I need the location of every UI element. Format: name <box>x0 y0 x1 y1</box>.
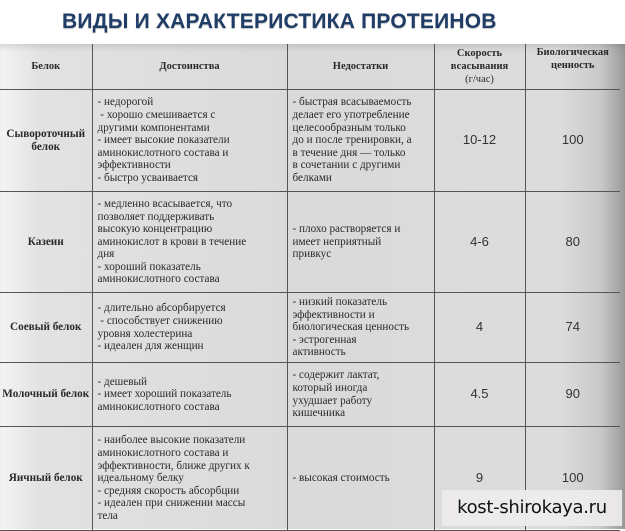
header-advantages: Достоинства <box>92 44 287 90</box>
advantage-line: - способствует снижению <box>97 314 223 327</box>
header-speed-unit: (г/час) <box>465 74 494 85</box>
disadvantage-line: - быстрая всасываемость <box>292 96 412 109</box>
advantage-line: дня <box>97 248 115 261</box>
disadvantage-line: биологическая ценность <box>292 321 410 334</box>
disadvantage-line: активность <box>292 346 346 359</box>
disadvantage-line: эффективности и <box>292 308 375 321</box>
advantages-cell <box>92 427 287 531</box>
advantages-cell <box>92 293 287 363</box>
advantage-line: аминокислотного состава <box>97 273 220 286</box>
absorption-speed: 4 <box>434 293 525 363</box>
advantage-line: эффективности, ближе других к <box>97 459 250 472</box>
advantage-line: - хорошо смешивается с <box>97 109 216 122</box>
advantage-line: аминокислотного состава и <box>97 146 229 159</box>
disadvantage-line: кишечника <box>292 407 346 420</box>
protein-name: Соевый белок <box>0 293 92 363</box>
disadvantage-line: белками <box>292 171 332 184</box>
disadvantage-line: ухудшает работу <box>292 394 373 407</box>
page-title: ВИДЫ И ХАРАКТЕРИСТИКА ПРОТЕИНОВ <box>62 10 497 33</box>
biological-value: 90 <box>525 363 620 427</box>
absorption-speed: 10-12 <box>434 90 525 192</box>
watermark: kost-shirokaya.ru <box>442 490 622 526</box>
advantage-line: - имеет высокие показатели <box>97 134 230 147</box>
advantage-line: - имеет хороший показатель <box>97 388 232 401</box>
protein-name: Казеин <box>0 192 92 293</box>
disadvantages-cell <box>287 363 434 427</box>
advantage-line: - дешевый <box>97 375 148 388</box>
disadvantages-cell <box>287 293 434 363</box>
table-row <box>0 293 620 363</box>
disadvantage-line: - низкий показатель <box>292 296 388 309</box>
advantage-line: - хороший показатель <box>97 260 201 273</box>
protein-name: Яичный белок <box>0 427 92 531</box>
header-speed-line2: всасывания <box>450 61 509 72</box>
absorption-speed: 9 <box>434 427 525 531</box>
protein-name: Молочный белок <box>0 363 92 427</box>
header-bio-value <box>525 44 620 90</box>
disadvantage-line: - высокая стоимость <box>292 472 390 485</box>
advantage-line: - длительно абсорбируется <box>97 302 226 315</box>
disadvantage-line: делает его употребление <box>292 109 410 122</box>
table-row <box>0 363 620 427</box>
disadvantages-cell <box>287 90 434 192</box>
advantage-line: аминокислот в крови в течение <box>97 235 247 248</box>
table-row <box>0 192 620 293</box>
advantage-line: - наиболее высокие показатели <box>97 434 246 447</box>
advantages-cell <box>92 90 287 192</box>
advantage-line: аминокислотного состава <box>97 400 220 413</box>
table-row <box>0 90 620 192</box>
disadvantages-cell <box>287 427 434 531</box>
advantage-line: позволяет поддерживать <box>97 210 215 223</box>
disadvantage-line: - эстрогенная <box>292 333 357 346</box>
protein-table <box>0 44 620 531</box>
disadvantage-line: - содержит лактат, <box>292 369 380 382</box>
disadvantage-line: - плохо растворяется и <box>292 223 401 236</box>
advantage-line: высокую концентрацию <box>97 223 213 236</box>
absorption-speed: 4-6 <box>434 192 525 293</box>
biological-value: 74 <box>525 293 620 363</box>
disadvantage-line: привкус <box>292 248 332 261</box>
disadvantage-line: в сочетании с другими <box>292 159 401 172</box>
advantage-line: аминокислотного состава и <box>97 447 229 460</box>
biological-value: 80 <box>525 192 620 293</box>
advantage-line: - идеален при снижении массы <box>97 497 246 510</box>
disadvantage-line: имеет неприятный <box>292 235 382 248</box>
header-speed <box>434 44 525 90</box>
header-bio-line2: ценность <box>551 60 595 71</box>
protein-name: Сывороточный белок <box>0 90 92 192</box>
header-disadvantages: Недостатки <box>287 44 434 90</box>
advantage-line: - средняя скорость абсорбции <box>97 484 240 497</box>
disadvantage-line: до и после тренировки, а <box>292 134 412 147</box>
header-bio-line1: Биологическая <box>536 47 609 58</box>
advantage-line: другими компонентами <box>97 121 210 134</box>
disadvantage-line: в течение дня — только <box>292 146 406 159</box>
advantage-line: - недорогой <box>97 96 154 109</box>
biological-value: 100 <box>525 427 620 531</box>
table-header-row <box>0 44 620 90</box>
header-protein: Белок <box>0 44 92 90</box>
header-speed-line1: Скорость <box>456 48 503 59</box>
advantage-line: - медленно всасывается, что <box>97 197 233 210</box>
biological-value: 100 <box>525 90 620 192</box>
disadvantages-cell <box>287 192 434 293</box>
disadvantage-line: целесообразным только <box>292 121 406 134</box>
advantage-line: - быстро усваивается <box>97 171 199 184</box>
disadvantage-line: который иногда <box>292 381 368 394</box>
absorption-speed: 4.5 <box>434 363 525 427</box>
advantage-line: идеальному белку <box>97 472 184 485</box>
advantage-line: - идеален для женщин <box>97 340 204 353</box>
advantage-line: эффективности <box>97 159 171 172</box>
advantages-cell <box>92 192 287 293</box>
advantage-line: тела <box>97 509 118 522</box>
advantages-cell <box>92 363 287 427</box>
advantage-line: уровня холестерина <box>97 327 193 340</box>
